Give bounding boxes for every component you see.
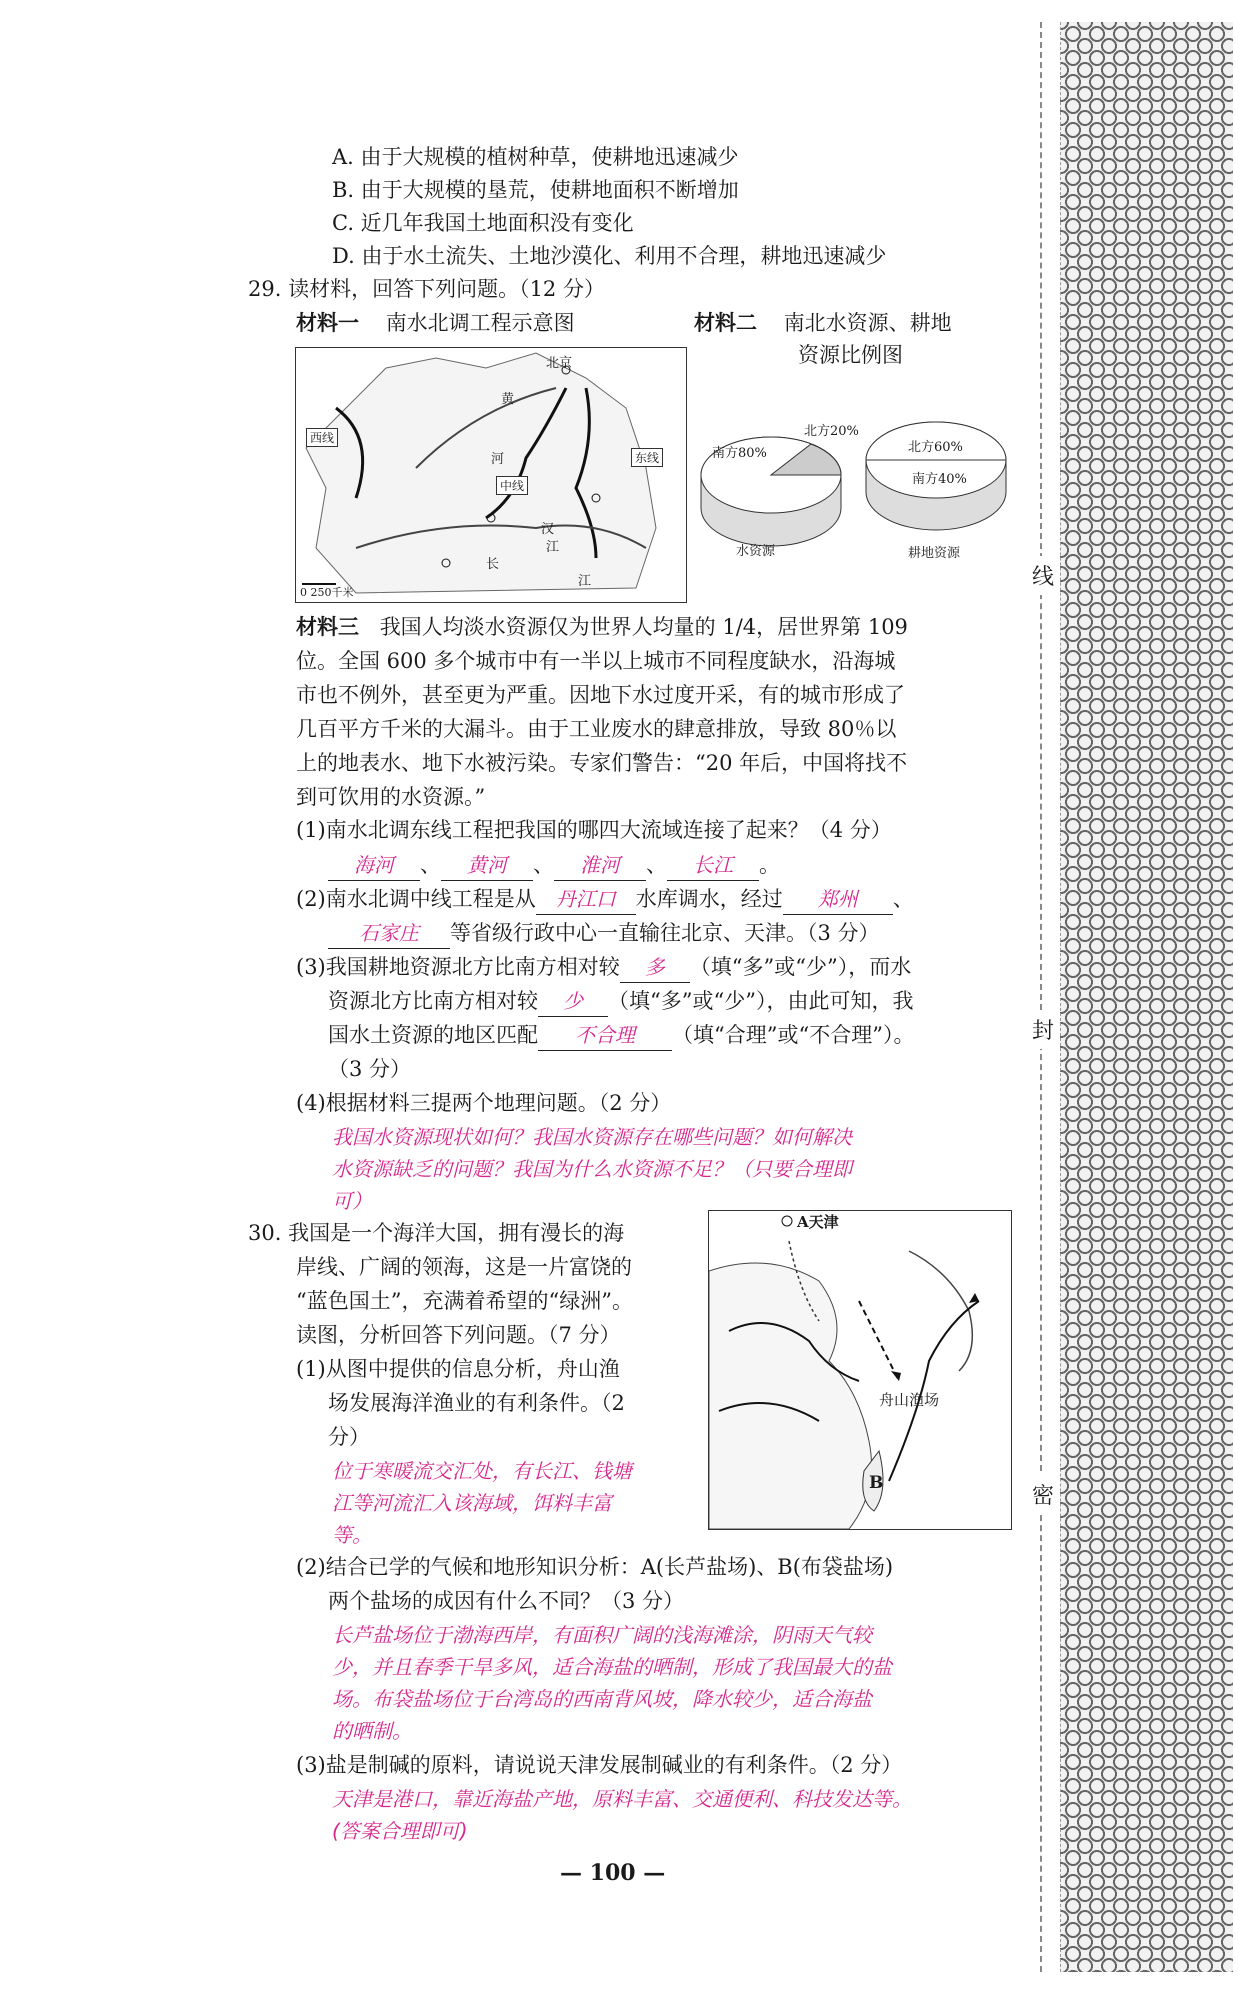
q30-sub2-answer-3: 场。布袋盐场位于台湾岛的西南背风坡，降水较少，适合海盐: [332, 1687, 872, 1711]
decorative-margin-pattern: [1060, 22, 1233, 1972]
map-label-jiang: 江: [546, 540, 560, 555]
q29-sub2-text-d: 等省级行政中心一直输往北京、天津。（3 分）: [450, 921, 880, 945]
q30-sub1-answer-3: 等。: [332, 1523, 372, 1547]
answer-huanghe: 黄河: [441, 850, 533, 881]
q30-sub1-answer-1: 位于寒暖流交汇处，有长江、钱塘: [332, 1459, 632, 1483]
q30-sub1-2: 场发展海洋渔业的有利条件。（2: [328, 1391, 625, 1415]
land-pie-caption: 耕地资源: [908, 546, 961, 561]
q29-sub2-text-b: 水库调水，经过: [635, 887, 783, 911]
q30-sub3-answer-2: (答案合理即可): [332, 1819, 468, 1843]
material3-line-6: 到可饮用的水资源。”: [296, 785, 486, 809]
q30-sub2-2: 两个盐场的成因有什么不同？（3 分）: [328, 1589, 685, 1613]
map-label-huang: 黄: [501, 392, 515, 407]
q30-stem-2: 岸线、广阔的领海，这是一片富饶的: [296, 1255, 632, 1279]
resource-pie-charts: [696, 380, 1016, 580]
material3-line-2: 位。全国 600 多个城市中有一半以上城市不同程度缺水，沿海城: [296, 649, 896, 673]
q30-sub2-answer-2: 少，并且春季干旱多风，适合海盐的晒制，形成了我国最大的盐: [332, 1655, 892, 1679]
seal-char-mi: 密: [1032, 1475, 1054, 1514]
answer-danjiangkou: 丹江口: [536, 884, 636, 915]
map-label-he: 河: [491, 452, 505, 467]
q29-sub4: (4)根据材料三提两个地理问题。（2 分）: [296, 1091, 672, 1115]
q29-sub2-line1: [296, 884, 914, 915]
q29-sub3-text-b: （填“多”或“少”），而水: [689, 955, 912, 979]
page-number: — 100 —: [560, 1860, 666, 1886]
map-label-chang: 长: [486, 557, 500, 572]
q29-sub4-answer-1: 我国水资源现状如何？我国水资源存在哪些问题？如何解决: [332, 1125, 852, 1149]
material1-title: 南水北调工程示意图: [385, 311, 575, 335]
q29-sub3-text-d: （填“多”或“少”），由此可知，我: [608, 989, 914, 1013]
q30-stem-1: 30. 我国是一个海洋大国，拥有漫长的海: [248, 1221, 625, 1245]
answer-changjiang: 长江: [667, 850, 759, 881]
sea-map-label-a-tianjin: A天津: [797, 1213, 839, 1231]
option-d: D. 由于水土流失、土地沙漠化、利用不合理，耕地迅速减少: [332, 244, 887, 268]
water-south-label: 南方80%: [712, 446, 767, 461]
q30-sub3-answer-1: 天津是港口，靠近海盐产地，原料丰富、交通便利、科技发达等。: [332, 1787, 912, 1811]
q29-stem: 29. 读材料，回答下列问题。（12 分）: [248, 277, 605, 301]
map-label-west-route: 西线: [306, 428, 338, 447]
answer-zhengzhou: 郑州: [783, 884, 893, 915]
q29-sub3-line3: [328, 1020, 914, 1051]
material2-title-2: 资源比例图: [798, 343, 903, 367]
q29-sub4-answer-3: 可）: [332, 1189, 372, 1213]
q30-sub1-answer-2: 江等河流汇入该海域，饵料丰富: [332, 1491, 612, 1515]
answer-huaihe: 淮河: [554, 850, 646, 881]
seal-cut-line: [1040, 22, 1042, 1972]
q30-stem-3: “蓝色国土”，充满着希望的“绿洲”。: [296, 1289, 633, 1313]
q29-sub3-line2: [328, 986, 913, 1017]
q29-sub3-score: （3 分）: [328, 1057, 412, 1081]
material3-line-1: 我国人均淡水资源仅为世界人均量的 1/4，居世界第 109: [379, 615, 908, 639]
land-north-label: 北方60%: [908, 440, 963, 455]
q29-sub3-text-c: 资源北方比南方相对较: [328, 989, 538, 1013]
map-scale: 0 250千米: [300, 586, 354, 599]
map-label-jiang2: 江: [578, 574, 592, 589]
east-china-sea-map: [708, 1210, 1012, 1530]
q30-sub2-answer-1: 长芦盐场位于渤海西岸，有面积广阔的浅海滩涂，阴雨天气较: [332, 1623, 872, 1647]
material3-line-4: 几百平方千米的大漏斗。由于工业废水的肆意排放，导致 80％以: [296, 717, 897, 741]
seal-char-xian: 线: [1032, 556, 1054, 595]
q29-sub3-text-a: (3)我国耕地资源北方比南方相对较: [296, 955, 620, 979]
q29-sub2-text-a: (2)南水北调中线工程是从: [296, 887, 536, 911]
water-north-label: 北方20%: [804, 424, 859, 439]
seal-char-feng: 封: [1032, 1010, 1054, 1049]
water-pie-caption: 水资源: [736, 544, 776, 559]
q30-stem-4: 读图，分析回答下列问题。（7 分）: [296, 1323, 621, 1347]
q30-sub3: (3)盐是制碱的原料，请说说天津发展制碱业的有利条件。（2 分）: [296, 1753, 903, 1777]
answer-buheli: 不合理: [538, 1020, 672, 1051]
map-label-middle-route: 中线: [496, 476, 528, 495]
answer-shao: 少: [538, 986, 608, 1017]
option-c: C. 近几年我国土地面积没有变化: [332, 211, 634, 235]
answer-duo: 多: [620, 952, 690, 983]
q30-sub2-1: (2)结合已学的气候和地形知识分析：A(长芦盐场)、B(布袋盐场): [296, 1555, 894, 1579]
material2-label: 材料二: [694, 310, 757, 335]
answer-haihe: 海河: [328, 850, 420, 881]
q30-sub2-answer-4: 的晒制。: [332, 1719, 412, 1743]
material3-line-5: 上的地表水、地下水被污染。专家们警告：“20 年后，中国将找不: [296, 751, 908, 775]
material3-label: 材料三: [296, 614, 359, 639]
q29-sub3-text-e: 国水土资源的地区匹配: [328, 1023, 538, 1047]
option-a: A. 由于大规模的植树种草，使耕地迅速减少: [332, 145, 739, 169]
q29-sub4-answer-2: 水资源缺乏的问题？我国为什么水资源不足？（只要合理即: [332, 1157, 852, 1181]
q29-sub3-line1: [296, 952, 911, 983]
material2-title-1: 南北水资源、耕地: [783, 311, 952, 335]
q29-sub1: (1)南水北调东线工程把我国的哪四大流域连接了起来？（4 分）: [296, 818, 892, 842]
q29-sub2-line2: [328, 918, 880, 949]
map-label-han: 汉: [541, 522, 555, 537]
sea-map-label-zhoushan: 舟山渔场: [879, 1391, 940, 1409]
option-b: B. 由于大规模的垦荒，使耕地面积不断增加: [332, 178, 739, 202]
q29-sub3-text-f: （填“合理”或“不合理”）。: [672, 1023, 915, 1047]
q29-sub1-answers: 海河 、 黄河 、 淮河 、 长江 。: [328, 850, 780, 881]
q30-sub1-1: (1)从图中提供的信息分析，舟山渔: [296, 1357, 620, 1381]
material1-label: 材料一: [296, 310, 359, 335]
answer-shijiazhuang: 石家庄: [328, 918, 450, 949]
sea-map-label-b: B: [869, 1473, 884, 1493]
land-south-label: 南方40%: [912, 472, 967, 487]
south-north-water-map: [295, 347, 687, 603]
map-label-beijing: 北京: [546, 356, 573, 371]
q29-sub2-text-c: 、: [892, 887, 914, 911]
sea-map-graphic: [709, 1211, 1011, 1529]
material3-line-3: 市也不例外，甚至更为严重。因地下水过度开采，有的城市形成了: [296, 683, 905, 707]
q30-sub1-3: 分）: [328, 1425, 370, 1449]
map-label-east-route: 东线: [631, 448, 663, 467]
